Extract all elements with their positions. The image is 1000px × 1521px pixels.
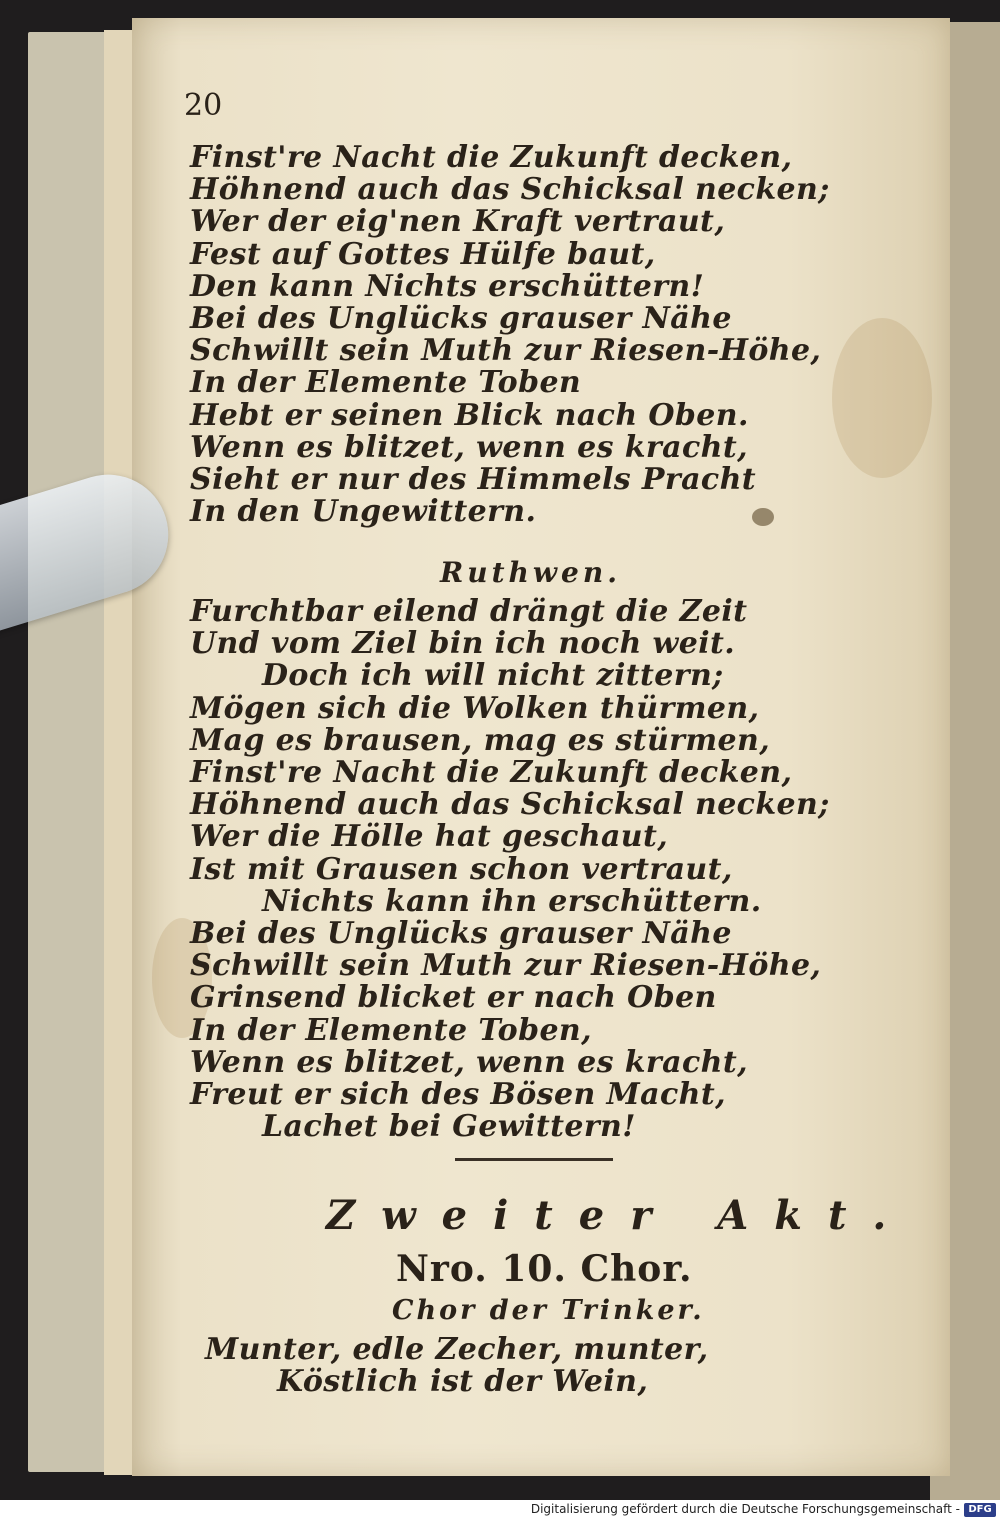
verse-line: Furchtbar eilend drängt die Zeit [190,594,748,629]
verse-line: Finst're Nacht die Zukunft decken, [190,140,793,175]
verse-line: In den Ungewittern. [190,494,537,530]
speaker-name: Ruthwen. [440,556,621,589]
act-heading: Zweiter Akt. [326,1192,913,1239]
verse-line: Den kann Nichts erschüttern! [190,268,705,304]
verse-line: Schwillt sein Muth zur Riesen-Höhe, [190,948,822,984]
verse-line: Munter, edle Zecher, munter, [205,1332,709,1367]
chorus-heading: Chor der Trinker. [392,1295,705,1326]
verse-line: Und vom Ziel bin ich noch weit. [190,626,736,662]
verse-line: Grinsend blicket er nach Oben [190,980,717,1016]
verse-line: Höhnend auch das Schicksal necken; [190,787,830,823]
verse-line: Bei des Unglücks grauser Nähe [190,301,732,337]
page-foxing [832,318,932,478]
verse-stanza-2 [190,596,830,1143]
page-number: 20 [184,88,223,123]
verse-line: Wenn es blitzet, wenn es kracht, [190,1044,748,1080]
verse-stanza-3 [205,1334,709,1398]
verse-line: Bei des Unglücks grauser Nähe [190,916,732,952]
number-heading: Nro. 10. Chor. [396,1248,693,1290]
verse-line: Höhnend auch das Schicksal necken; [190,172,830,208]
verse-line: Mögen sich die Wolken thürmen, [190,690,760,726]
section-divider [455,1158,613,1161]
verse-line: Wenn es blitzet, wenn es kracht, [190,429,748,465]
verse-line: Sieht er nur des Himmels Pracht [190,462,757,498]
verse-line: Hebt er seinen Blick nach Oben. [190,397,749,433]
verse-line: Nichts kann ihn erschüttern. [262,883,762,919]
verse-line: Fest auf Gottes Hülfe baut, [190,236,656,272]
verse-line: Mag es brausen, mag es stürmen, [190,722,771,758]
verse-line: In der Elemente Toben, [190,1012,592,1048]
verse-line: Lachet bei Gewittern! [262,1109,636,1145]
verse-stanza-1 [190,142,830,528]
verse-line: Schwillt sein Muth zur Riesen-Höhe, [190,333,822,369]
dfg-logo: DFG [964,1503,996,1517]
verse-line: In der Elemente Toben [190,365,582,401]
verse-line: Wer die Hölle hat geschaut, [190,819,669,855]
verse-line: Ist mit Grausen schon vertraut, [190,851,733,887]
funding-credit: Digitalisierung gefördert durch die Deutsche Forschungsgemeinschaft - [530,1502,960,1516]
scan-footer [0,1500,1000,1521]
verse-line: Finst're Nacht die Zukunft decken, [190,755,793,791]
verse-line: Doch ich will nicht zittern; [262,658,724,694]
verse-line: Wer der eig'nen Kraft vertraut, [190,204,726,240]
verse-line: Freut er sich des Bösen Macht, [190,1077,726,1113]
verse-line: Köstlich ist der Wein, [277,1364,649,1400]
